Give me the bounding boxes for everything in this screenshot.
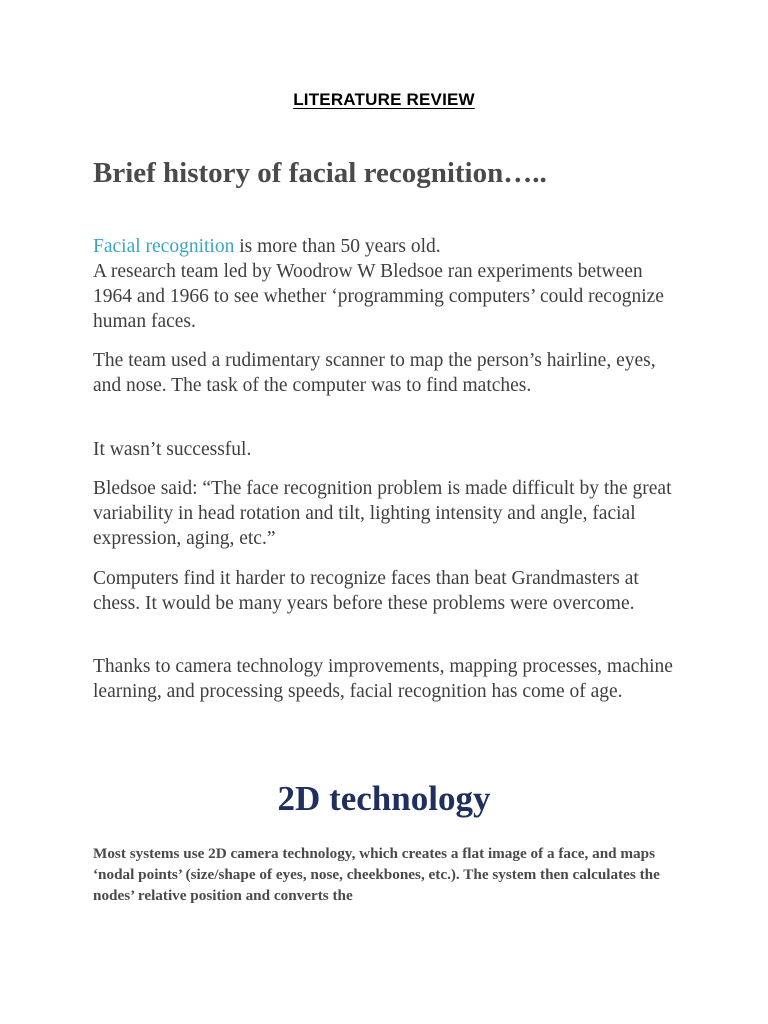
section-heading-2d: 2D technology (277, 779, 491, 818)
intro-line1-rest: is more than 50 years old. (234, 236, 441, 257)
paragraph-bledsoe-quote: Bledsoe said: “The face recognition problem is made difficult by the great variability in head rotation and tilt, lighting intensity and angle, facial expression, aging, etc.” (93, 478, 672, 549)
paragraph-computers-chess: Computers find it harder to recognize faces than beat Grandmasters at chess. It would be many years before these problems were overcome. (93, 568, 639, 614)
paragraph-camera-technology: Thanks to camera technology improvements, mapping processes, machine learning, and processing speeds, facial recognition has come of age. (93, 656, 673, 702)
intro-line2: A research team led by Woodrow W Bledsoe ran experiments between 1964 and 1966 to see whether ‘programming computers’ could recognize human faces. (93, 261, 664, 332)
paragraph-not-successful: It wasn’t successful. (93, 439, 252, 460)
document-title: LITERATURE REVIEW (293, 90, 475, 109)
section-2d-text: Most systems use 2D camera technology, which creates a flat image of a face, and maps ‘nodal points’ (size/shape of eyes, nose, cheekbones, etc.). The system then calculates the nodes’ relative position and converts the (93, 845, 660, 904)
intro-paragraph (93, 234, 683, 334)
facial-recognition-link[interactable]: Facial recognition (93, 236, 235, 257)
main-heading: Brief history of facial recognition….. (93, 157, 547, 189)
paragraph-scanner: The team used a rudimentary scanner to map the person’s hairline, eyes, and nose. The task of the computer was to find matches. (93, 350, 656, 396)
